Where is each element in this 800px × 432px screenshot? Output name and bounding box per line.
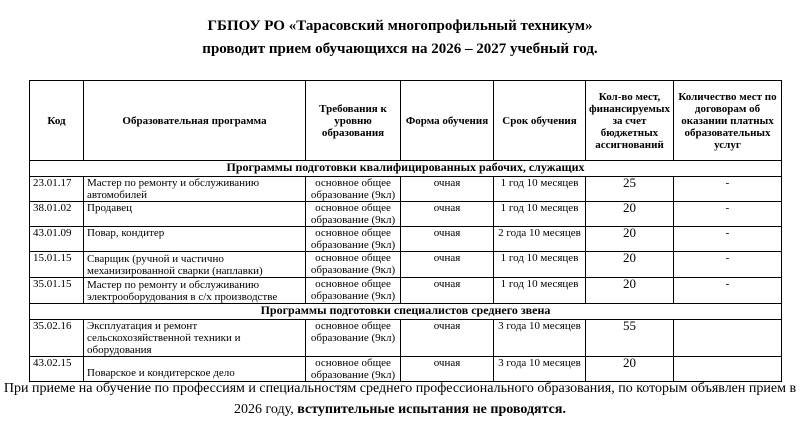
cell-budget: 20 [586,227,674,252]
cell-budget: 25 [586,177,674,202]
section-row [30,304,782,320]
cell-form: очная [401,227,494,252]
column-header-requirements: Требования к уровню образования [306,81,401,161]
cell-term: 1 год 10 месяцев [494,252,586,278]
cell-code: 35.02.16 [30,320,84,357]
table-row [30,177,782,202]
cell-code: 23.01.17 [30,177,84,202]
document-subtitle: проводит прием обучающихся на 2026 – 2027 учебный год. [202,41,598,57]
cell-requirements: основное общее образование (9кл) [306,177,401,202]
cell-paid [674,320,782,357]
cell-program: Мастер по ремонту и обслуживанию электрооборудования в с/х производстве [84,278,306,304]
cell-requirements: основное общее образование (9кл) [306,227,401,252]
admission-note-emphasis: вступительные испытания не проводятся. [297,402,566,417]
column-header-budget: Кол-во мест, финансируемых за счет бюджетных ассигнований [586,81,674,161]
cell-program: Повар, кондитер [84,227,306,252]
cell-budget: 55 [586,320,674,357]
column-header-code: Код [30,81,84,161]
column-header-form: Форма обучения [401,81,494,161]
cell-term: 3 года 10 месяцев [494,320,586,357]
cell-program: Поварское и кондитерское дело [84,357,306,382]
cell-budget: 20 [586,252,674,278]
cell-program: Эксплуатация и ремонт сельскохозяйственной техники и оборудования [84,320,306,357]
cell-term: 3 года 10 месяцев [494,357,586,382]
cell-budget: 20 [586,202,674,227]
cell-term: 2 года 10 месяцев [494,227,586,252]
table-row [30,252,782,278]
table-row [30,320,782,357]
cell-term: 1 год 10 месяцев [494,278,586,304]
table-header-row [30,81,782,161]
cell-code: 43.02.15 [30,357,84,382]
section-title-specialists: Программы подготовки специалистов среднего звена [30,304,782,320]
admission-note-text: При приеме на обучение по профессиям и специальностям среднего профессионального образования, по которым объявлен прием в 2026 году, [3,381,797,417]
cell-form: очная [401,252,494,278]
admission-table [29,80,782,382]
cell-paid: - [674,177,782,202]
cell-form: очная [401,278,494,304]
cell-code: 35.01.15 [30,278,84,304]
column-header-term: Срок обучения [494,81,586,161]
cell-program: Продавец [84,202,306,227]
cell-program: Сварщик (ручной и частично механизированной сварки (наплавки) [84,252,306,278]
table-row [30,278,782,304]
cell-budget: 20 [586,278,674,304]
document-title: ГБПОУ РО «Тарасовский многопрофильный техникум» [207,18,593,34]
cell-paid: - [674,252,782,278]
section-row [30,161,782,177]
cell-budget: 20 [586,357,674,382]
cell-term: 1 год 10 месяцев [494,177,586,202]
section-title-workers: Программы подготовки квалифицированных рабочих, служащих [30,161,782,177]
cell-paid: - [674,202,782,227]
cell-requirements: основное общее образование (9кл) [306,320,401,357]
cell-requirements: основное общее образование (9кл) [306,252,401,278]
cell-form: очная [401,177,494,202]
table-row [30,202,782,227]
cell-requirements: основное общее образование (9кл) [306,202,401,227]
cell-form: очная [401,320,494,357]
cell-code: 38.01.02 [30,202,84,227]
cell-form: очная [401,202,494,227]
cell-term: 1 год 10 месяцев [494,202,586,227]
cell-requirements: основное общее образование (9кл) [306,278,401,304]
admission-note [0,378,800,420]
cell-form: очная [401,357,494,382]
cell-program: Мастер по ремонту и обслуживанию автомобилей [84,177,306,202]
table-row [30,227,782,252]
cell-paid: - [674,227,782,252]
column-header-paid: Количество мест по договорам об оказании платных образовательных услуг [674,81,782,161]
cell-code: 43.01.09 [30,227,84,252]
cell-requirements: основное общее образование (9кл) [306,357,401,382]
column-header-program: Образовательная программа [84,81,306,161]
cell-paid: - [674,278,782,304]
cell-code: 15.01.15 [30,252,84,278]
